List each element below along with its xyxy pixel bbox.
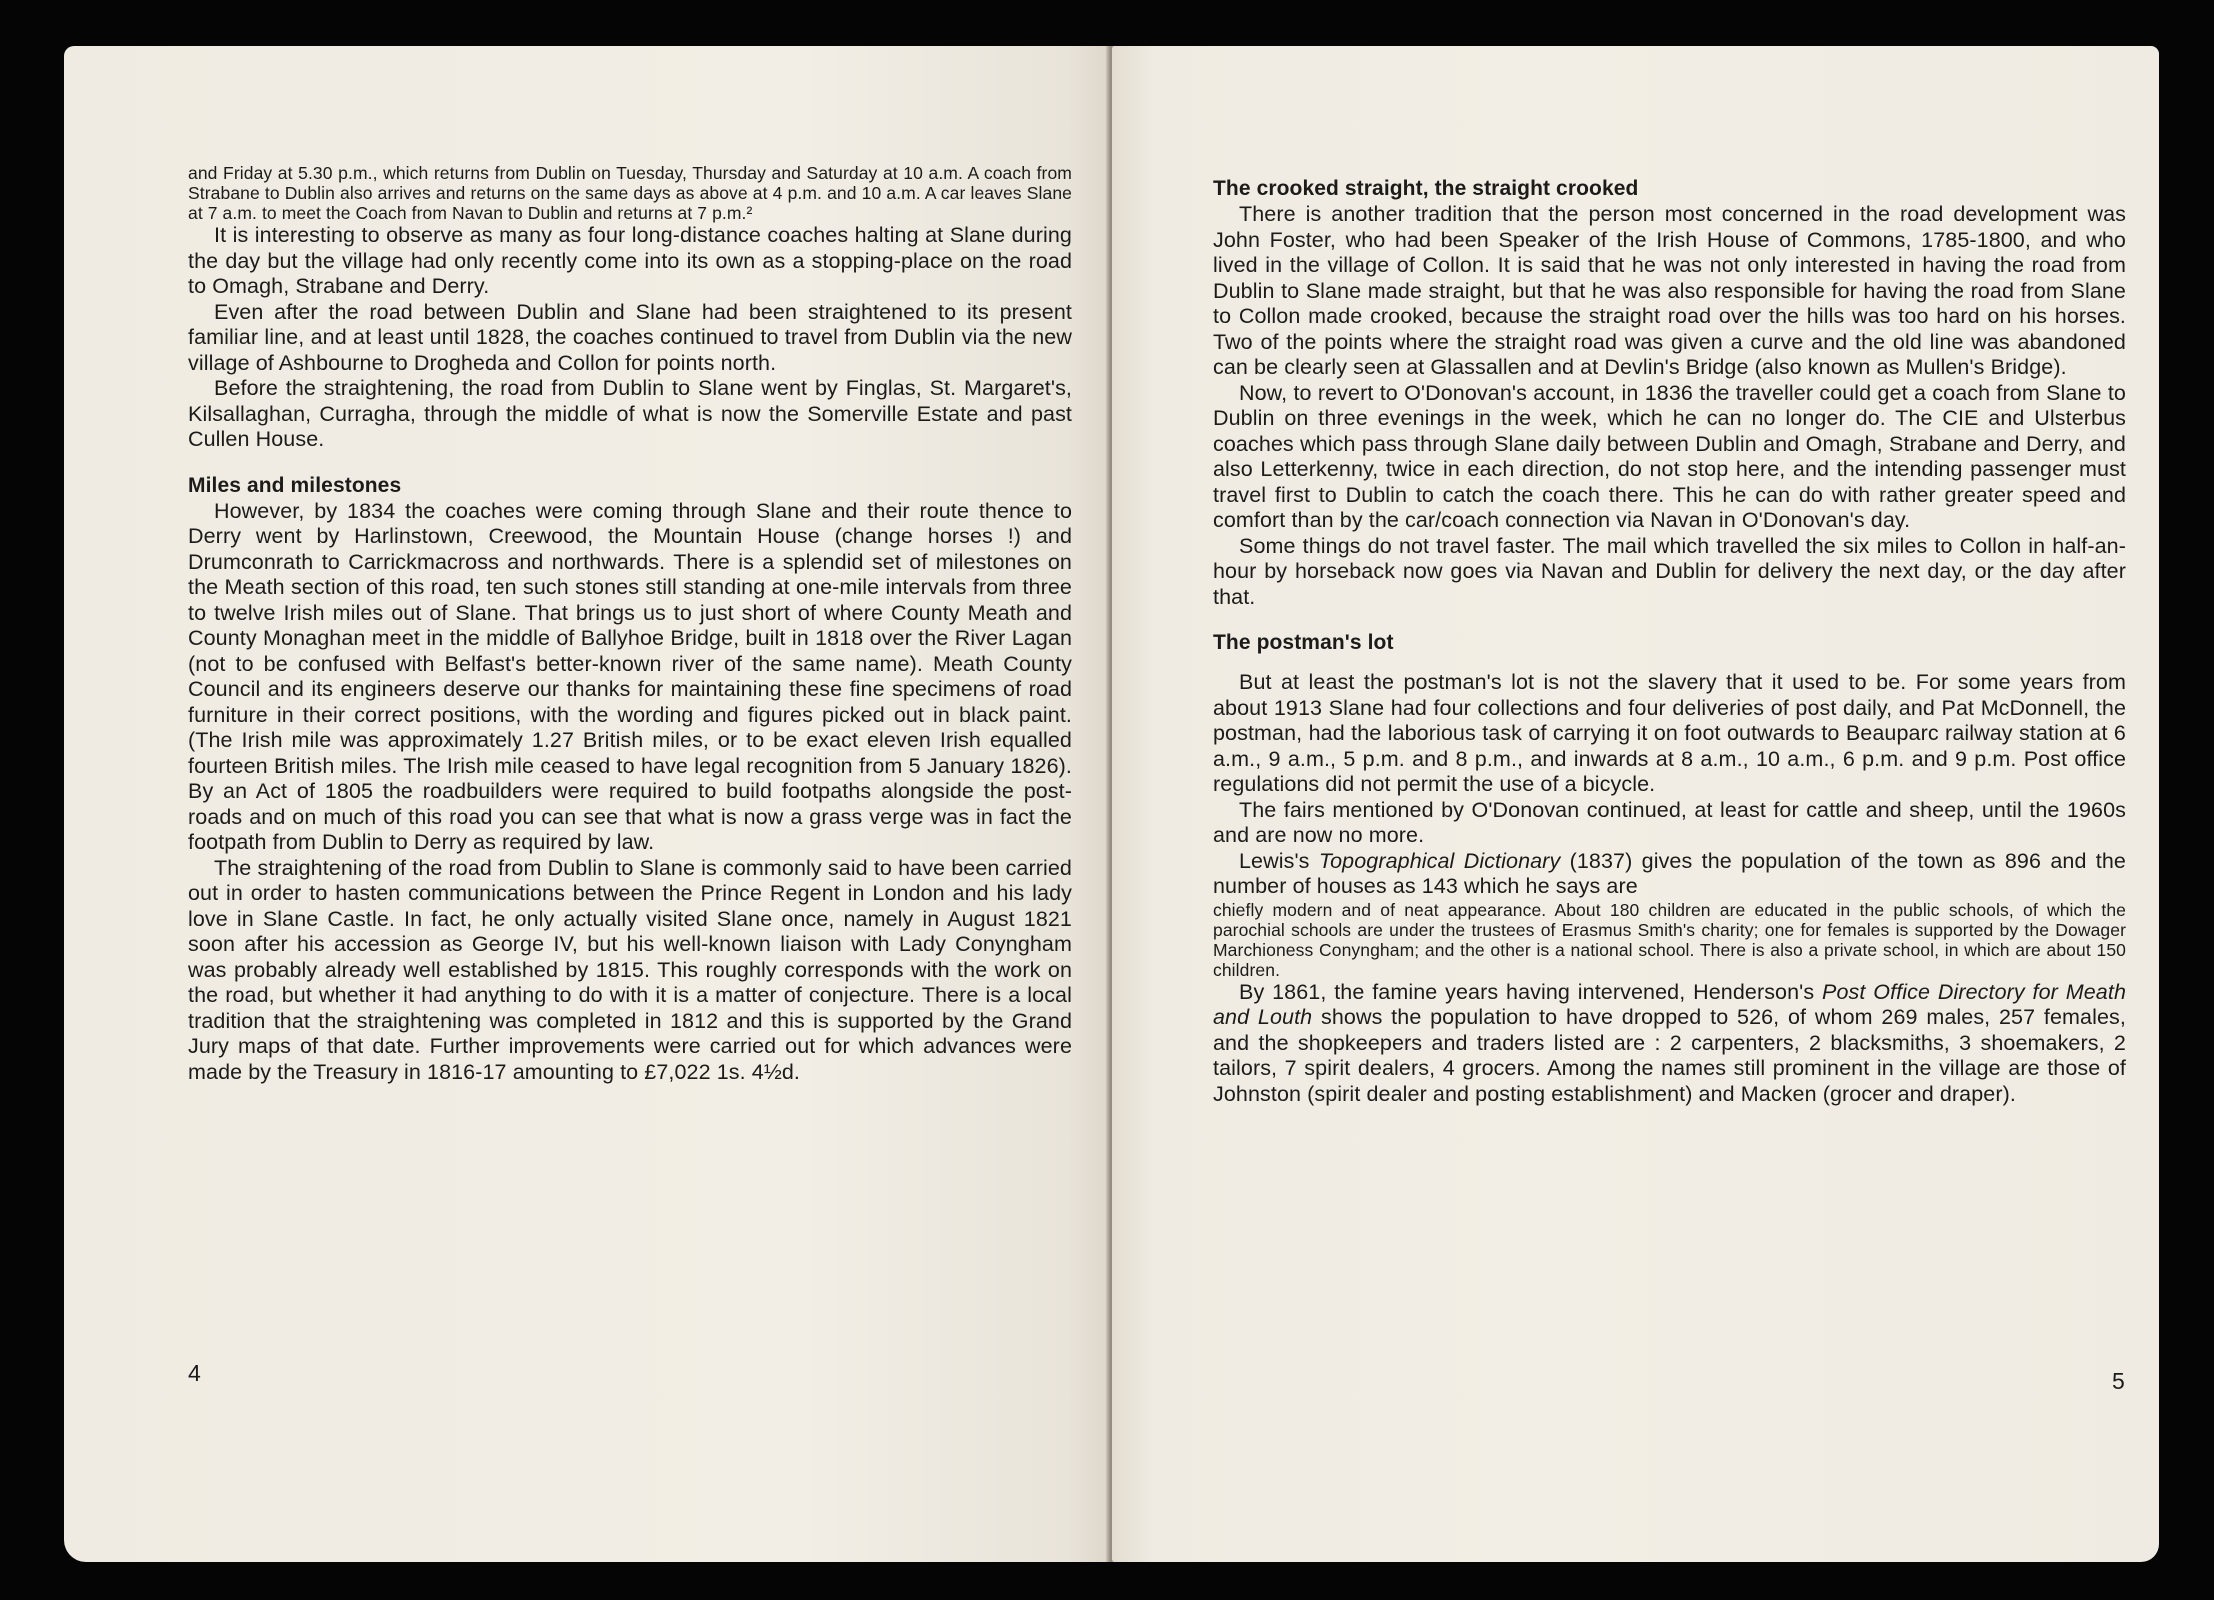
body-paragraph: But at least the postman's lot is not the slavery that it used to be. For some years from about 1913 Slane had four collections and four deliveries of post daily, and Pat McDonnell, the postman, had the laborious task of carrying it on foot outwards to Beauparc railway station at 6 a.m., 9 a.m., 5 p.m. and 8 p.m., and inwards at 8 a.m., 10 a.m., 6 p.m. and 9 p.m. Post office regulations did not permit the use of a bicycle. — [1213, 670, 2126, 796]
section-heading-miles: Miles and milestones — [188, 473, 402, 497]
page-number: 5 — [2112, 1368, 2125, 1394]
body-paragraph: However, by 1834 the coaches were coming through Slane and their route thence to Derry went by Harlinstown, Creewood, the Mountain House (change horses !) and Drumconrath to Carrickmacross and northwards. There is a splendid set of milestones on the Meath section of this road, ten such stones still standing at one-mile intervals from three to twelve Irish miles out of Slane. That brings us to just short of where County Meath and County Monaghan meet in the middle of Ballyhoe Bridge, built in 1818 over the River Lagan (not to be confused with Belfast's better-known river of the same name). Meath County Council and its engineers deserve our thanks for maintaining these fine specimens of road furniture in their correct positions, with the wording and figures picked out in black paint. (The Irish mile was approximately 1.27 British miles, or to be exact eleven Irish equalled fourteen British miles. The Irish mile ceased to have legal recognition from 5 January 1826). By an Act of 1805 the roadbuilders were required to build footpaths alongside the post-roads and on much of this road you can see that what is now a grass verge was in fact the footpath from Dublin to Derry as required by law. — [188, 498, 1072, 854]
henderson-text-after: shows the population to have dropped to 526, of whom 269 males, 257 females, and the shopkeepers and traders listed are : 2 carpenters, 2 blacksmiths, 3 shoemakers, 2 tailors, 7 spirit dealers, 4 grocers. Among the names still prominent in the village are those of Johnston (spirit dealer and posting establishment) and Macken (grocer and draper). — [1213, 1005, 2126, 1106]
body-paragraph: Some things do not travel faster. The mail which travelled the six miles to Collon in half-an-hour by horseback now goes via Navan and Dublin for delivery the next day, or the day after that. — [1213, 533, 2126, 609]
henderson-directory-title: Post Office Directory for Meath and Louth — [1213, 979, 2126, 1029]
body-paragraph: It is interesting to observe as many as four long-distance coaches halting at Slane during the day but the village had only recently come into its own as a stopping-place on the road to Omagh, Strabane and Derry. — [188, 223, 1072, 298]
body-paragraph: Before the straightening, the road from Dublin to Slane went by Finglas, St. Margaret's, Kilsallaghan, Curragha, through the middle of what is now the Somerville Estate and past Cullen House. — [188, 376, 1072, 451]
body-paragraph: The straightening of the road from Dublin to Slane is commonly said to have been carried out in order to hasten communications between the Prince Regent in London and his lady love in Slane Castle. In fact, he only actually visited Slane once, namely in August 1821 soon after his accession as George IV, but his well-known liaison with Lady Conyngham was probably already well established by 1815. This roughly corresponds with the work on the road, but whether it had anything to do with it is a matter of conjecture. There is a local tradition that the straightening was completed in 1812 and this is supported by the Grand Jury maps of that date. Further improvements were carried out for which advances were made by the Treasury in 1816-17 amounting to £7,022 1s. 4½d. — [188, 855, 1072, 1084]
section-heading-crooked: The crooked straight, the straight crooked — [1213, 177, 1639, 200]
section-heading-postman: The postman's lot — [1213, 631, 1394, 654]
coach-schedule-paragraph: and Friday at 5.30 p.m., which returns from Dublin on Tuesday, Thursday and Saturday at 10 a.m. A coach from Strabane to Dublin also arrives and returns on the same days as above at 4 p.m. and 10 a.m. A car leaves Slane at 7 a.m. to meet the Coach from Navan to Dublin and returns at 7 p.m.² — [188, 163, 1072, 223]
right-column — [1213, 176, 2126, 1107]
body-paragraph: The fairs mentioned by O'Donovan continued, at least for cattle and sheep, until the 1960s and are now no more. — [1213, 797, 2126, 847]
lewis-paragraph — [1213, 849, 2126, 900]
lewis-quotation: chiefly modern and of neat appearance. About 180 children are educated in the public schools, of which the parochial schools are under the trustees of Erasmus Smith's charity; one for females is supported by the Dowager Marchioness Conyngham; and the other is a national school. There is also a private school, in which are about 150 children. — [1213, 899, 2126, 980]
left-page — [64, 46, 1109, 1562]
right-page — [1112, 46, 2159, 1562]
page-number: 4 — [188, 1360, 201, 1386]
lewis-book-title: Topographical Dictionary — [1318, 848, 1561, 873]
body-paragraph: Even after the road between Dublin and Slane had been straightened to its present familiar line, and at least until 1828, the coaches continued to travel from Dublin via the new village of Ashbourne to Drogheda and Collon for points north. — [188, 299, 1072, 375]
left-column — [188, 163, 1072, 1085]
lewis-text-after: (1837) gives the population of the town as 896 and the number of houses as 143 which he says are — [1213, 848, 2126, 898]
henderson-text-before: By 1861, the famine years having intervened, Henderson's — [1239, 979, 1823, 1004]
henderson-paragraph — [1213, 980, 2126, 1108]
body-paragraph: There is another tradition that the person most concerned in the road development was John Foster, who had been Speaker of the Irish House of Commons, 1785-1800, and who lived in the village of Collon. It is said that he was not only interested in having the road from Dublin to Slane made straight, but that he was also responsible for having the road from Slane to Collon made crooked, because the straight road over the hills was too hard on his horses. Two of the points where the straight road was given a curve and the old line was abandoned can be clearly seen at Glassallen and at Devlin's Bridge (also known as Mullen's Bridge). — [1213, 202, 2126, 379]
lewis-text-before: Lewis's — [1239, 848, 1319, 873]
body-paragraph: Now, to revert to O'Donovan's account, in 1836 the traveller could get a coach from Slane to Dublin on three evenings in the week, which he can no longer do. The CIE and Ulsterbus coaches which pass through Slane daily between Dublin and Omagh, Strabane and Derry, and also Letterkenny, twice in each direction, do not stop here, and the intending passenger must travel first to Dublin to catch the coach there. This he can do with rather greater speed and comfort than by the car/coach connection via Navan in O'Donovan's day. — [1213, 380, 2126, 532]
